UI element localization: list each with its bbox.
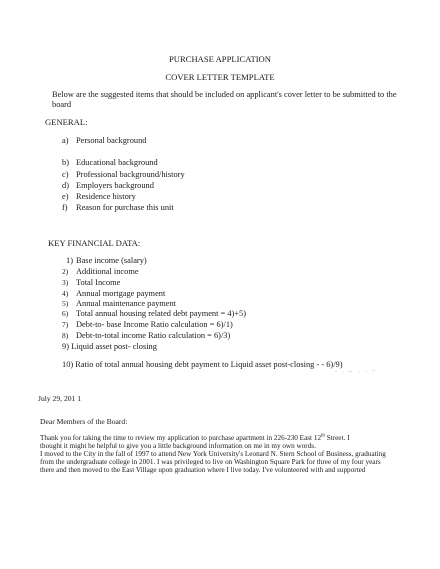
letter-line-1-end: Street. I	[324, 434, 350, 442]
financial-item-mortgage	[62, 289, 165, 299]
list-marker: a)	[62, 136, 69, 145]
list-item-label: Total Income	[76, 278, 121, 287]
list-item-label: Total annual housing related debt payment = 4)+5)	[76, 309, 247, 318]
general-item-personal	[62, 136, 146, 146]
list-item-label: Educational background	[76, 158, 158, 167]
list-item-label: Annual mortgage payment	[76, 289, 166, 298]
list-item-label: Personal background	[76, 136, 147, 145]
financial-item-debt-total-ratio	[62, 331, 230, 341]
letter-date: July 29, 201 1	[38, 394, 82, 403]
list-marker: 4)	[62, 289, 69, 298]
list-item-label: Additional income	[76, 267, 139, 276]
list-item-label: Residence history	[76, 192, 136, 201]
list-item-label: Annual maintenance payment	[76, 299, 176, 308]
general-heading: GENERAL:	[45, 117, 88, 127]
list-marker: b)	[62, 158, 69, 167]
document-subtitle: COVER LETTER TEMPLATE	[165, 72, 275, 82]
list-item-label: Professional background/history	[76, 170, 185, 179]
list-marker: 5)	[62, 299, 69, 308]
list-marker: e)	[62, 192, 69, 201]
list-marker: d)	[62, 181, 69, 190]
financial-item-total-income	[62, 278, 120, 288]
letter-line-1-text: Thank you for taking the time to review my application to purchase apartment in 226-230 East 12	[40, 434, 322, 442]
financial-item-maintenance	[62, 299, 176, 309]
list-marker: 3)	[62, 278, 69, 287]
letter-line-2: thought it might be helpful to give you a little background information on me in my own words.	[40, 442, 316, 450]
general-item-reason	[62, 203, 174, 213]
financial-item-debt-base-ratio	[62, 320, 233, 330]
list-marker: 2)	[62, 267, 69, 276]
list-marker: 8)	[62, 331, 69, 340]
letter-line-3: I moved to the City in the fall of 1997 to attend New York University's Leonard N. Stern School of Business, graduating	[40, 450, 386, 458]
general-item-educational	[62, 158, 158, 168]
list-marker: 1)	[66, 256, 73, 265]
list-marker: c)	[62, 170, 69, 179]
intro-text-line-1: Below are the suggested items that should be included on applicant's cover letter to be submitted to the	[52, 90, 397, 99]
general-item-professional	[62, 170, 185, 180]
financial-item-base-income	[66, 256, 147, 266]
financial-heading: KEY FINANCIAL DATA:	[48, 238, 141, 248]
faint-scan-marks	[334, 366, 378, 374]
list-marker: 7)	[62, 320, 69, 329]
list-item-label: Reason for purchase this unit	[76, 203, 174, 212]
list-item-label: Employers background	[76, 181, 154, 190]
financial-item-housing-debt	[62, 309, 246, 319]
financial-item-liquid-asset: 9) Liquid asset post- closing	[62, 342, 157, 351]
ordinal-suffix: th	[321, 433, 325, 439]
list-marker: f)	[62, 203, 68, 212]
letter-salutation: Dear Members of the Board:	[40, 417, 128, 426]
document-title: PURCHASE APPLICATION	[169, 54, 271, 64]
financial-item-additional-income	[62, 267, 139, 277]
intro-text-line-2: board	[52, 100, 72, 109]
letter-line-5: there and then moved to the East Village upon graduation where I live today. I've volunteered with and supported	[40, 466, 366, 474]
list-item-label: Debt-to-total income Ratio calculation = 6)/3)	[76, 331, 231, 340]
general-item-residence	[62, 192, 136, 202]
list-marker: 6)	[62, 309, 69, 318]
general-item-employers	[62, 181, 154, 191]
financial-item-liquid-ratio: 10) Ratio of total annual housing debt payment to Liquid asset post-closing - - 6)/9)	[62, 360, 343, 369]
list-item-label: Debt-to- base Income Ratio calculation = 6)/1)	[76, 320, 233, 329]
letter-line-4: from the undergraduate college in 2001. I was privileged to live on Washington Square Park for three of my four years	[40, 458, 381, 466]
list-item-label: Base income (salary)	[76, 256, 147, 265]
